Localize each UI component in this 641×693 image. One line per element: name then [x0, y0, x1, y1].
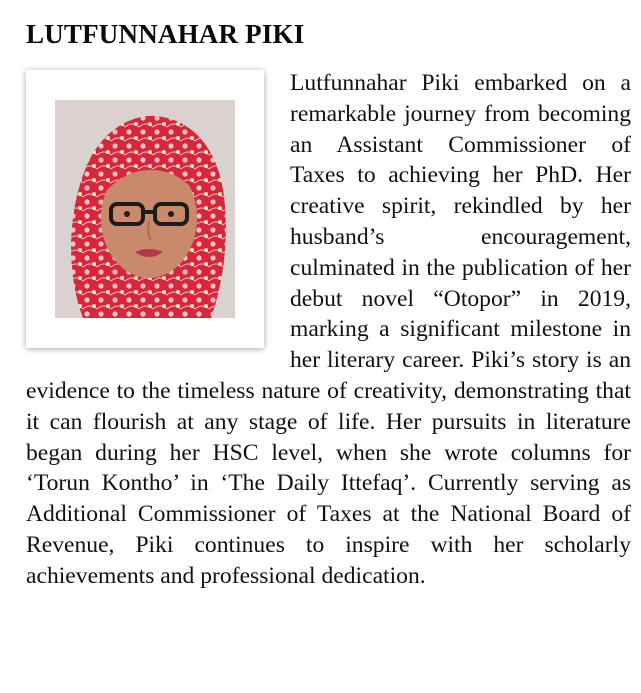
portrait-photo-frame [26, 70, 264, 348]
portrait-photo [55, 100, 235, 318]
article [26, 14, 631, 592]
article-headline: LUTFUNNAHAR PIKI [26, 19, 305, 49]
article-body: Lutfunnahar Piki embarked on a remarkable journey from becoming an Assistant Commissioner of Taxes to achieving her PhD. Her creative spirit, rekindled by her husband’s encouragement, culminated in the publication of her debut novel “Otopor” in 2019, marking a significant milestone in her literary career. Piki’s story is an evidence to the timeless nature of creativity, demonstrating that it can flourish at any stage of life. Her pursuits in literature began during her HSC level, when she wrote columns for ‘Torun Kontho’ in ‘The Daily Ittefaq’. Currently serving as Additional Commissioner of Taxes at the National Board of Revenue, Piki continues to inspire with her scholarly achievements and professional dedication. [26, 70, 631, 589]
